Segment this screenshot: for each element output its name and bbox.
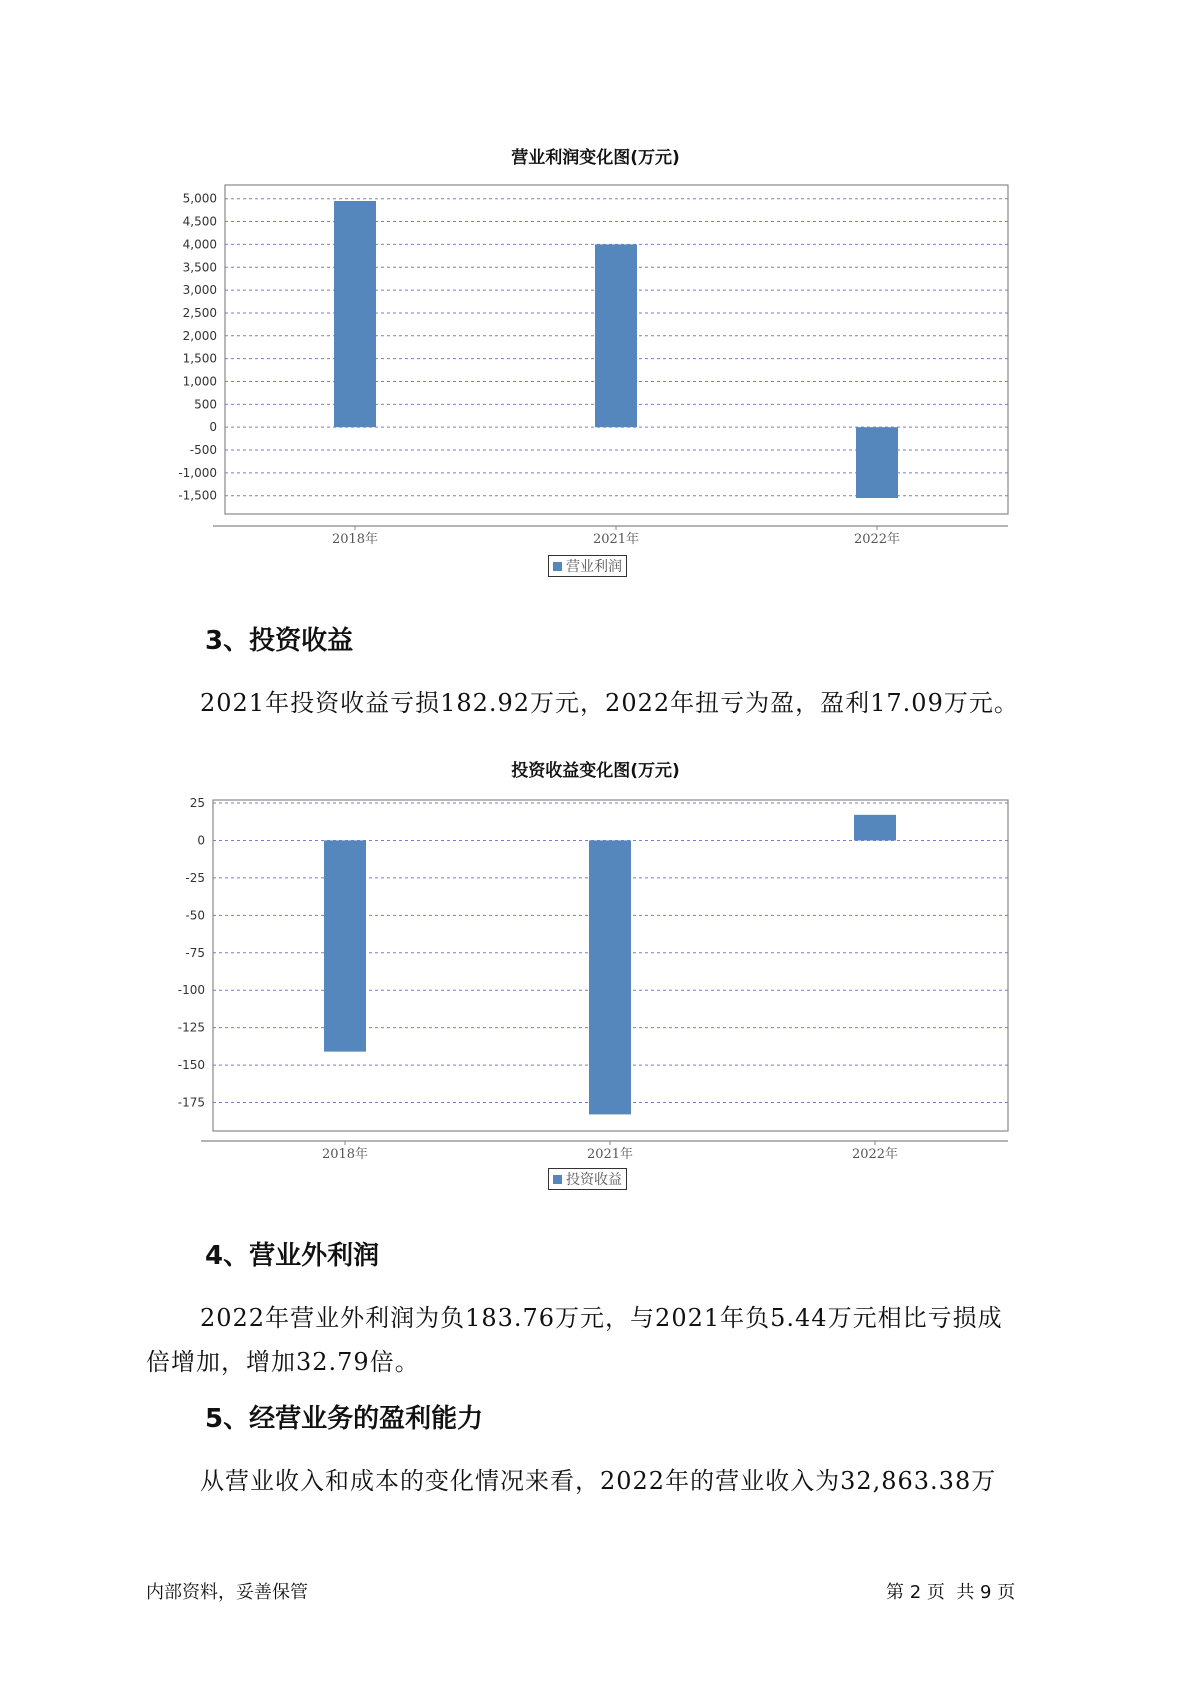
section4-line1: 2022年营业外利润为负183.76万元，与2021年负5.44万元相比亏损成: [200, 1304, 1003, 1332]
section5-heading: 5、经营业务的盈利能力: [205, 1404, 484, 1434]
chart2-xtick-label: 2022年: [851, 1147, 899, 1162]
chart2-ytick-label: -125: [177, 1020, 205, 1035]
chart2-ytick-label: -50: [185, 908, 205, 923]
chart2-ytick-label: 25: [189, 795, 205, 810]
section3-heading: 3、投资收益: [205, 626, 354, 656]
section4-heading: 4、营业外利润: [205, 1241, 380, 1271]
chart2-legend-label: 投资收益: [566, 1172, 622, 1188]
footer-page-number: 第 2 页 共 9 页: [886, 1582, 1016, 1603]
chart2-ytick-label: -75: [185, 945, 205, 960]
chart2-title: 投资收益变化图(万元): [511, 761, 680, 781]
chart1-ytick-label: -500: [189, 443, 217, 458]
chart2-ytick-label: -175: [177, 1095, 205, 1110]
chart1-title: 营业利润变化图(万元): [511, 148, 680, 168]
chart1-ytick-label: 3,000: [182, 283, 217, 298]
chart1-ytick-label: 2,500: [182, 305, 217, 320]
chart1-xtick-label: 2021年: [592, 532, 640, 547]
chart1-ytick-label: 2,000: [182, 328, 217, 343]
chart1-xtick-label: 2022年: [853, 532, 901, 547]
chart2-ytick-label: 0: [197, 833, 205, 848]
chart2-xtick-label: 2021年: [586, 1147, 634, 1162]
chart2-ytick-label: -100: [177, 983, 205, 998]
chart2-bar-1: [589, 840, 631, 1114]
section3-text: 2021年投资收益亏损182.92万元，2022年扭亏为盈，盈利17.09万元。: [200, 689, 1019, 717]
chart1-xtick-label: 2018年: [331, 532, 379, 547]
chart1-legend-label: 营业利润: [566, 559, 622, 575]
chart2-ytick-label: -25: [185, 870, 205, 885]
chart1-ytick-label: 3,500: [182, 260, 217, 275]
chart2-bar-2: [854, 815, 896, 841]
chart2-legend: [548, 1168, 627, 1190]
chart2-bar-0: [324, 840, 366, 1051]
chart1-ytick-label: 0: [209, 420, 217, 435]
chart2-ytick-label: -150: [177, 1058, 205, 1073]
legend-swatch-icon: [553, 1175, 562, 1184]
chart1-ytick-label: -1,000: [178, 465, 217, 480]
chart1-ytick-label: 5,000: [182, 191, 217, 206]
chart1-ytick-label: 500: [194, 397, 217, 412]
chart1-ytick-label: 4,000: [182, 237, 217, 252]
section5-text: 从营业收入和成本的变化情况来看，2022年的营业收入为32,863.38万: [200, 1467, 997, 1495]
chart1-ytick-label: 1,500: [182, 351, 217, 366]
chart2-xtick-label: 2018年: [321, 1147, 369, 1162]
chart1-ytick-label: 1,000: [182, 374, 217, 389]
section4-line2: 倍增加，增加32.79倍。: [146, 1348, 420, 1376]
chart1-ytick-label: -1,500: [178, 488, 217, 503]
chart1-ytick-label: 4,500: [182, 214, 217, 229]
footer-left: 内部资料，妥善保管: [146, 1582, 308, 1603]
